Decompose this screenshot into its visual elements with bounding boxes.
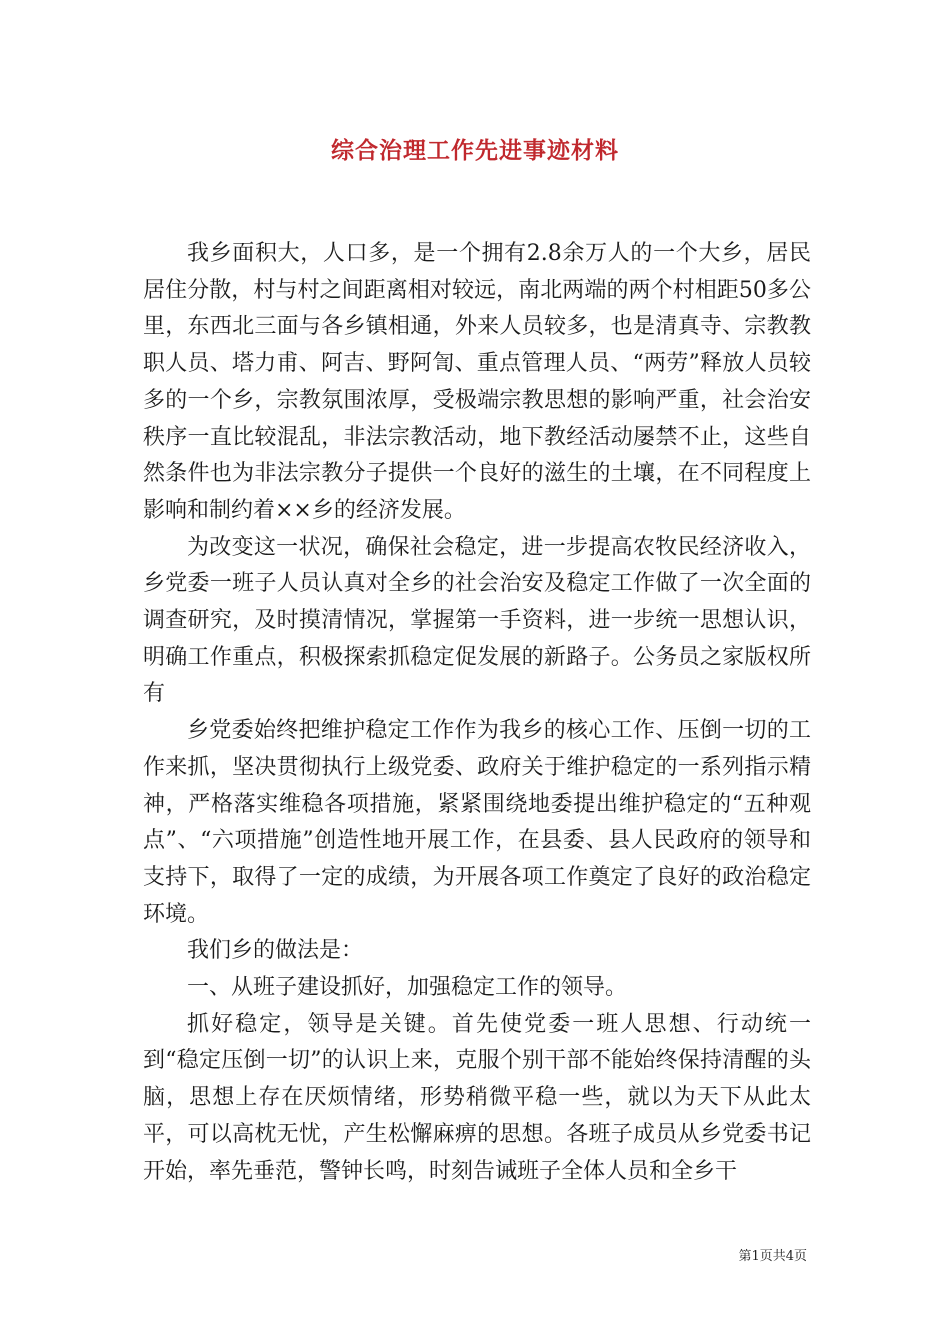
paragraph-3: 乡党委始终把维护稳定工作作为我乡的核心工作、压倒一切的工作来抓，坚决贯彻执行上级党委、政府关于维护稳定的一系列指示精神，严格落实维稳各项措施，紧紧围绕地委提出维护稳定的“五种观点”、“六项措施”创造性地开展工作，在县委、县人民政府的领导和支持下，取得了一定的成绩，为开展各项工作奠定了良好的政治稳定环境。 [143,718,811,927]
paragraph-1: 我乡面积大，人口多，是一个拥有2.8余万人的一个大乡，居民居住分散，村与村之间距离相对较远，南北两端的两个村相距50多公里，东西北三面与各乡镇相通，外来人员较多，也是清真寺、宗教教职人员、塔力甫、阿吉、野阿訇、重点管理人员、“两劳”释放人员较多的一个乡，宗教氛围浓厚，受极端宗教思想的影响严重，社会治安秩序一直比较混乱，非法宗教活动，地下教经活动屡禁不止，这些自然条件也为非法宗教分子提供一个良好的滋生的土壤，在不同程度上影响和制约着××乡的经济发展。 [143,241,811,523]
document-title: 综合治理工作先进事迹材料 [331,137,619,164]
paragraph-4: 我们乡的做法是： [187,938,364,964]
document-body [143,236,811,1190]
paragraph-2: 为改变这一状况，确保社会稳定，进一步提高农牧民经济收入，乡党委一班子人员认真对全乡的社会治安及稳定工作做了一次全面的调查研究，及时摸清情况，掌握第一手资料，进一步统一思想认识，明确工作重点，积极探索抓稳定促发展的新路子。公务员之家版权所有 [143,534,811,707]
paragraph-5: 抓好稳定，领导是关键。首先使党委一班人思想、行动统一到“稳定压倒一切”的认识上来，克服个别干部不能始终保持清醒的头脑，思想上存在厌烦情绪，形势稍微平稳一些，就以为天下从此太平，可以高枕无忧，产生松懈麻痹的思想。各班子成员从乡党委书记开始，率先垂范，警钟长鸣，时刻告诫班子全体人员和全乡干 [143,1011,811,1184]
section-heading-1: 一、从班子建设抓好，加强稳定工作的领导。 [187,975,628,1001]
page-number: 第1页共4页 [738,1249,807,1264]
